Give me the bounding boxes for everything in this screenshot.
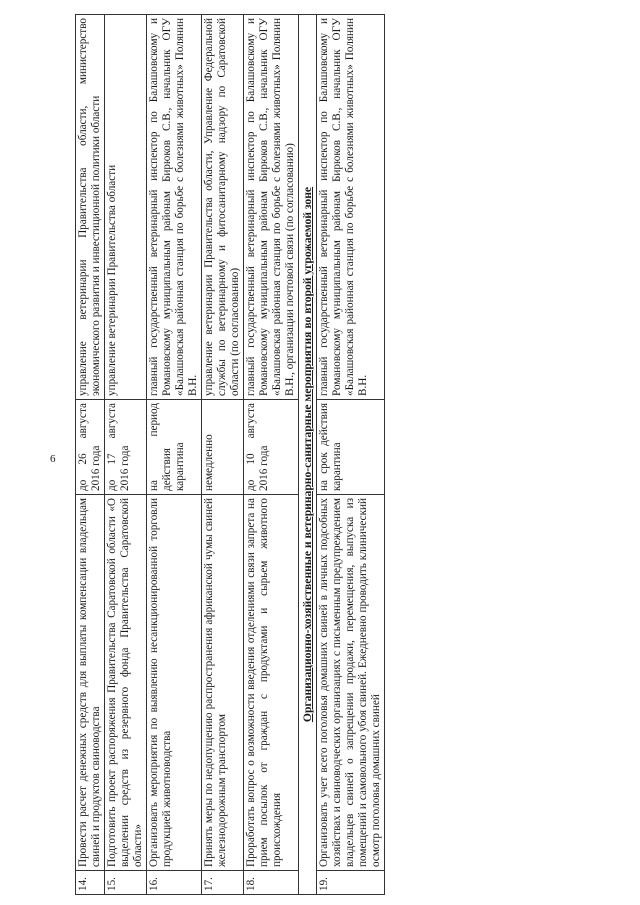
section-header-row xyxy=(299,15,317,895)
row-term: на срок действия карантина xyxy=(317,400,385,495)
row-number: 14. xyxy=(76,871,105,895)
rotated-document xyxy=(75,15,575,895)
row-term: немедленно xyxy=(202,400,244,495)
row-number: 18. xyxy=(244,871,299,895)
row-action: Проработать вопрос о возможности введения отделениями связи запрета на прием посылок от граждан с продуктами и сырьем животного происхождения xyxy=(244,495,299,871)
row-responsible: главный государственный ветеринарный инспектор по Балашовскому и Романовскому муниципальным районам Бирюков С.В., начальник ОГУ «Балашовская районная станция по борьбе с болезнями животных» Полянин В.Н. xyxy=(147,15,202,400)
section-title: Организационно-хозяйственные и ветеринарно-санитарные мероприятия во второй угрожаемой зоне xyxy=(301,186,314,723)
table-row xyxy=(202,15,244,895)
table-row xyxy=(244,15,299,895)
row-responsible: главный государственный ветеринарный инспектор по Балашовскому и Романовскому муниципальным районам Бирюков С.В., начальник ОГУ «Балашовская районная станция по борьбе с болезнями животных» Полянин В.Н. xyxy=(317,15,385,400)
row-action: Подготовить проект распоряжения Правительства Саратовской области «О выделении средств из резервного фонда Правительства Саратовской области» xyxy=(105,495,147,871)
row-number: 19. xyxy=(317,871,385,895)
row-term: до 17 августа 2016 года xyxy=(105,400,147,495)
row-action: Организовать учет всего поголовья домашних свиней в личных подсобных хозяйствах и свиноводческих организациях с письменным предупреждением владельцев свиней о запрещении продажи, перемещения, выпуска из помещений и самовольного убоя свиней. Ежедневно проводить клинический осмотр поголовья домашних свиней xyxy=(317,495,385,871)
page-number: 6 xyxy=(50,453,56,465)
zone-measures-rows xyxy=(317,15,385,895)
row-number: 15. xyxy=(105,871,147,895)
row-term: на период действия карантина xyxy=(147,400,202,495)
measures-rows xyxy=(76,15,299,895)
row-term: до 26 августа 2016 года xyxy=(76,400,105,495)
row-action: Организовать мероприятия по выявлению несанкционированной торговли продукцией животноводства xyxy=(147,495,202,871)
table-row xyxy=(317,15,385,895)
row-responsible: управление ветеринарии Правительства области xyxy=(105,15,147,400)
row-number: 17. xyxy=(202,871,244,895)
table-row xyxy=(76,15,105,895)
row-responsible: главный государственный ветеринарный инспектор по Балашовскому и Романовскому муниципальным районам Бирюков С.В., начальник ОГУ «Балашовская районная станция по борьбе с болезнями животных» Полянин В.Н., организации почтовой связи (по согласованию) xyxy=(244,15,299,400)
table-row xyxy=(105,15,147,895)
section-header-cell xyxy=(299,15,317,895)
measures-table xyxy=(75,14,385,895)
row-term: до 10 августа 2016 года xyxy=(244,400,299,495)
row-number: 16. xyxy=(147,871,202,895)
table-row xyxy=(147,15,202,895)
row-action: Принять меры по недопущению распространения африканской чумы свиней железнодорожным транспортом xyxy=(202,495,244,871)
row-responsible: управление ветеринарии Правительства области, министерство экономического развития и инвестиционной политики области xyxy=(76,15,105,400)
row-responsible: управление ветеринарии Правительства области, Управление Федеральной службы по ветеринарному и фитосанитарному надзору по Саратовской области (по согласованию) xyxy=(202,15,244,400)
row-action: Провести расчет денежных средств для выплаты компенсации владельцам свиней и продуктов свиноводства xyxy=(76,495,105,871)
